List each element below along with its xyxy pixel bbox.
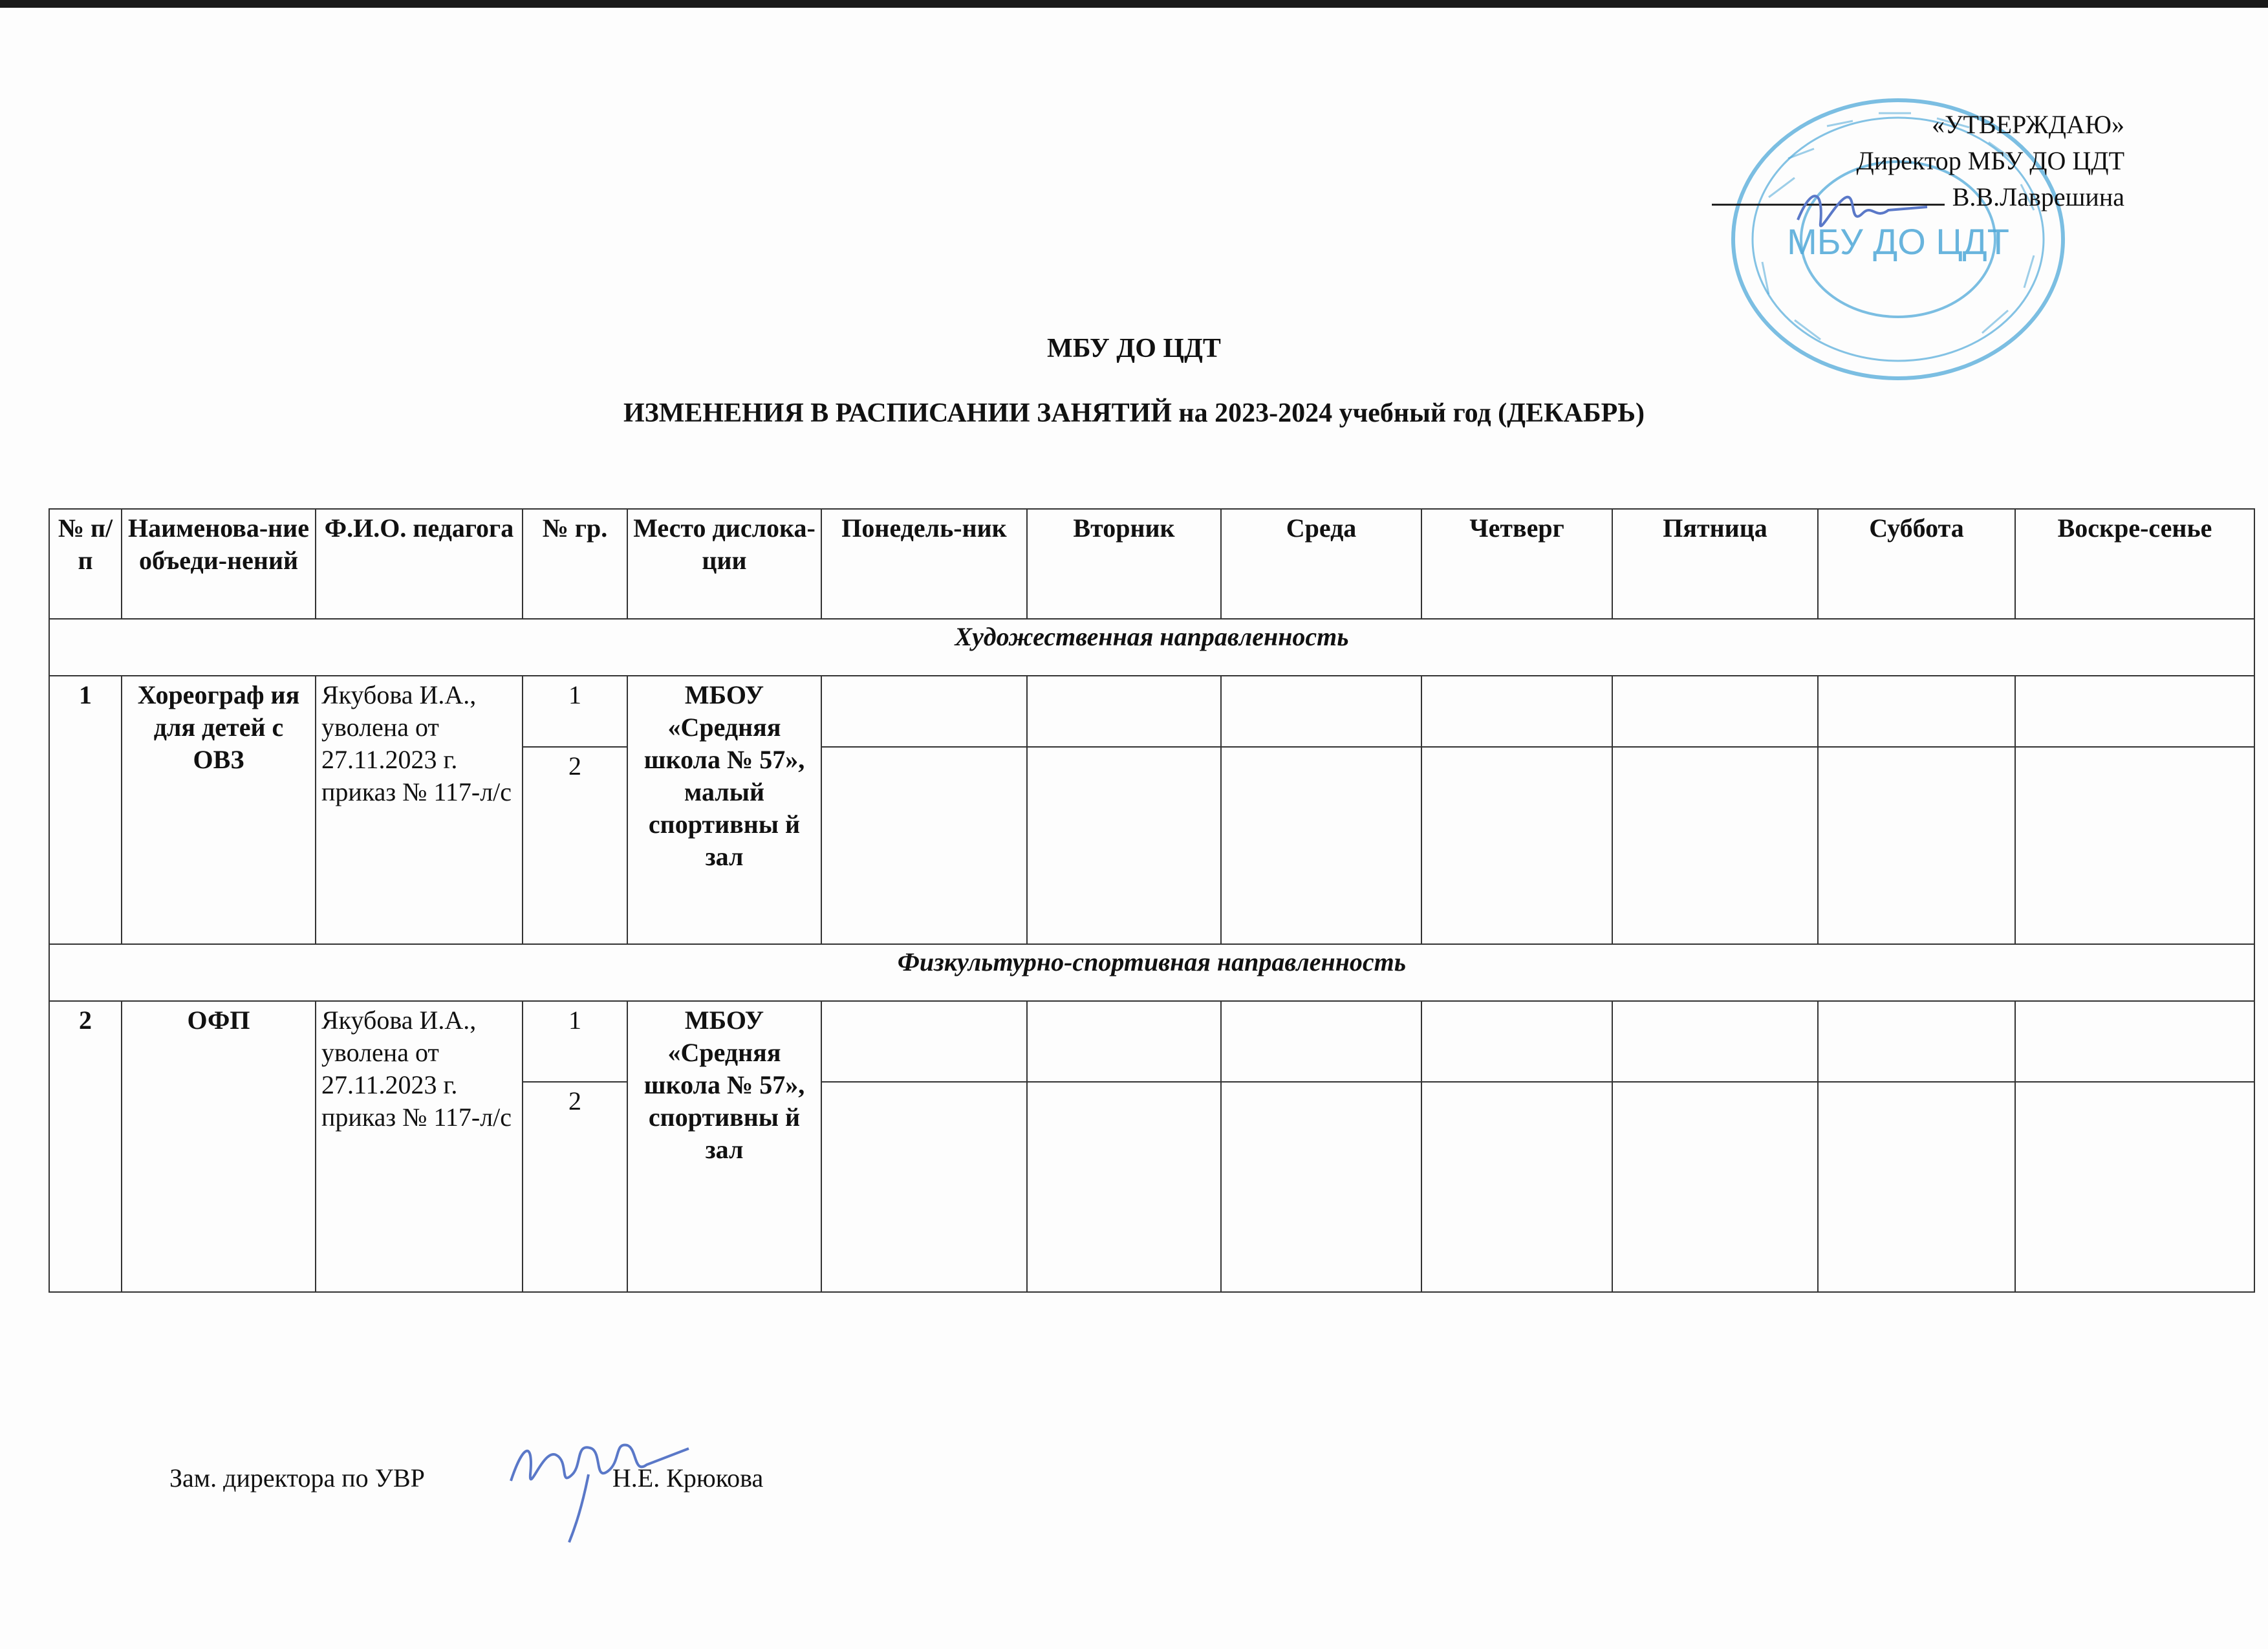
row-number: 2 [49, 1001, 122, 1292]
table-row [49, 1001, 2254, 1082]
schedule-cell [1612, 747, 1818, 944]
schedule-cell [1818, 1082, 2015, 1292]
schedule-cell [1818, 676, 2015, 747]
schedule-cell [1612, 1082, 1818, 1292]
schedule-cell [821, 747, 1027, 944]
table-header-row [49, 509, 2254, 619]
approval-name: В.В.Лаврешина [1952, 182, 2124, 211]
schedule-cell [821, 1082, 1027, 1292]
location: МБОУ «Средняя школа № 57», малый спортивны й зал [627, 676, 821, 944]
header-cell: Ф.И.О. педагога [316, 509, 523, 619]
doc-subtitle: ИЗМЕНЕНИЯ В РАСПИСАНИИ ЗАНЯТИЙ на 2023-2024 учебный год (ДЕКАБРЬ) [623, 398, 1645, 428]
header-cell: Наименова-ние объеди-нений [122, 509, 316, 619]
group-number: 1 [523, 676, 627, 747]
header-cell: Пятница [1612, 509, 1818, 619]
header-cell: Понедель-ник [821, 509, 1027, 619]
schedule-cell [1027, 1001, 1221, 1082]
location: МБОУ «Средняя школа № 57», спортивны й зал [627, 1001, 821, 1292]
stamp-text: МБУ ДО ЦДТ [1787, 221, 2009, 262]
schedule-cell [1818, 747, 2015, 944]
table-row [49, 676, 2254, 747]
schedule-cell [821, 1001, 1027, 1082]
schedule-cell [1421, 1082, 1612, 1292]
footer-name: Н.Е. Крюкова [612, 1463, 764, 1493]
association-name: Хореограф ия для детей с ОВЗ [122, 676, 316, 944]
section-row [49, 944, 2254, 1001]
footer-signature [169, 1463, 763, 1493]
schedule-table [49, 508, 2255, 1293]
teacher-name: Якубова И.А., уволена от 27.11.2023 г. приказ № 117-л/с [316, 1001, 523, 1292]
schedule-cell [1421, 1001, 1612, 1082]
group-number: 2 [523, 747, 627, 944]
teacher-name: Якубова И.А., уволена от 27.11.2023 г. приказ № 117-л/с [316, 676, 523, 944]
schedule-cell [1421, 747, 1612, 944]
schedule-cell [2015, 1001, 2254, 1082]
schedule-cell [1221, 1001, 1421, 1082]
group-number: 1 [523, 1001, 627, 1082]
footer-position: Зам. директора по УВР [169, 1463, 425, 1493]
schedule-cell [2015, 676, 2254, 747]
director-signature [1791, 175, 1934, 246]
schedule-cell [821, 676, 1027, 747]
header-cell: Среда [1221, 509, 1421, 619]
section-title: Художественная направленность [49, 619, 2254, 676]
approval-position: Директор МБУ ДО ЦДТ [1856, 146, 2124, 175]
header-cell: Место дислока-ции [627, 509, 821, 619]
header-cell: № гр. [523, 509, 627, 619]
schedule-cell [1612, 676, 1818, 747]
header-cell: № п/п [49, 509, 122, 619]
row-number: 1 [49, 676, 122, 944]
schedule-cell [1221, 747, 1421, 944]
header-cell: Суббота [1818, 509, 2015, 619]
schedule-cell [1818, 1001, 2015, 1082]
header-cell: Вторник [1027, 509, 1221, 619]
schedule-cell [2015, 747, 2254, 944]
header-cell: Воскре-сенье [2015, 509, 2254, 619]
scan-edge [0, 0, 2268, 8]
schedule-cell [1027, 1082, 1221, 1292]
association-name: ОФП [122, 1001, 316, 1292]
schedule-cell [1612, 1001, 1818, 1082]
group-number: 2 [523, 1082, 627, 1292]
approval-heading: «УТВЕРЖДАЮ» [1932, 110, 2124, 139]
schedule-cell [1221, 676, 1421, 747]
schedule-cell [2015, 1082, 2254, 1292]
schedule-cell [1027, 747, 1221, 944]
schedule-cell [1221, 1082, 1421, 1292]
section-title: Физкультурно-спортивная направленность [49, 944, 2254, 1001]
header-cell: Четверг [1421, 509, 1612, 619]
section-row [49, 619, 2254, 676]
schedule-cell [1421, 676, 1612, 747]
schedule-cell [1027, 676, 1221, 747]
doc-title: МБУ ДО ЦДТ [1047, 334, 1221, 363]
